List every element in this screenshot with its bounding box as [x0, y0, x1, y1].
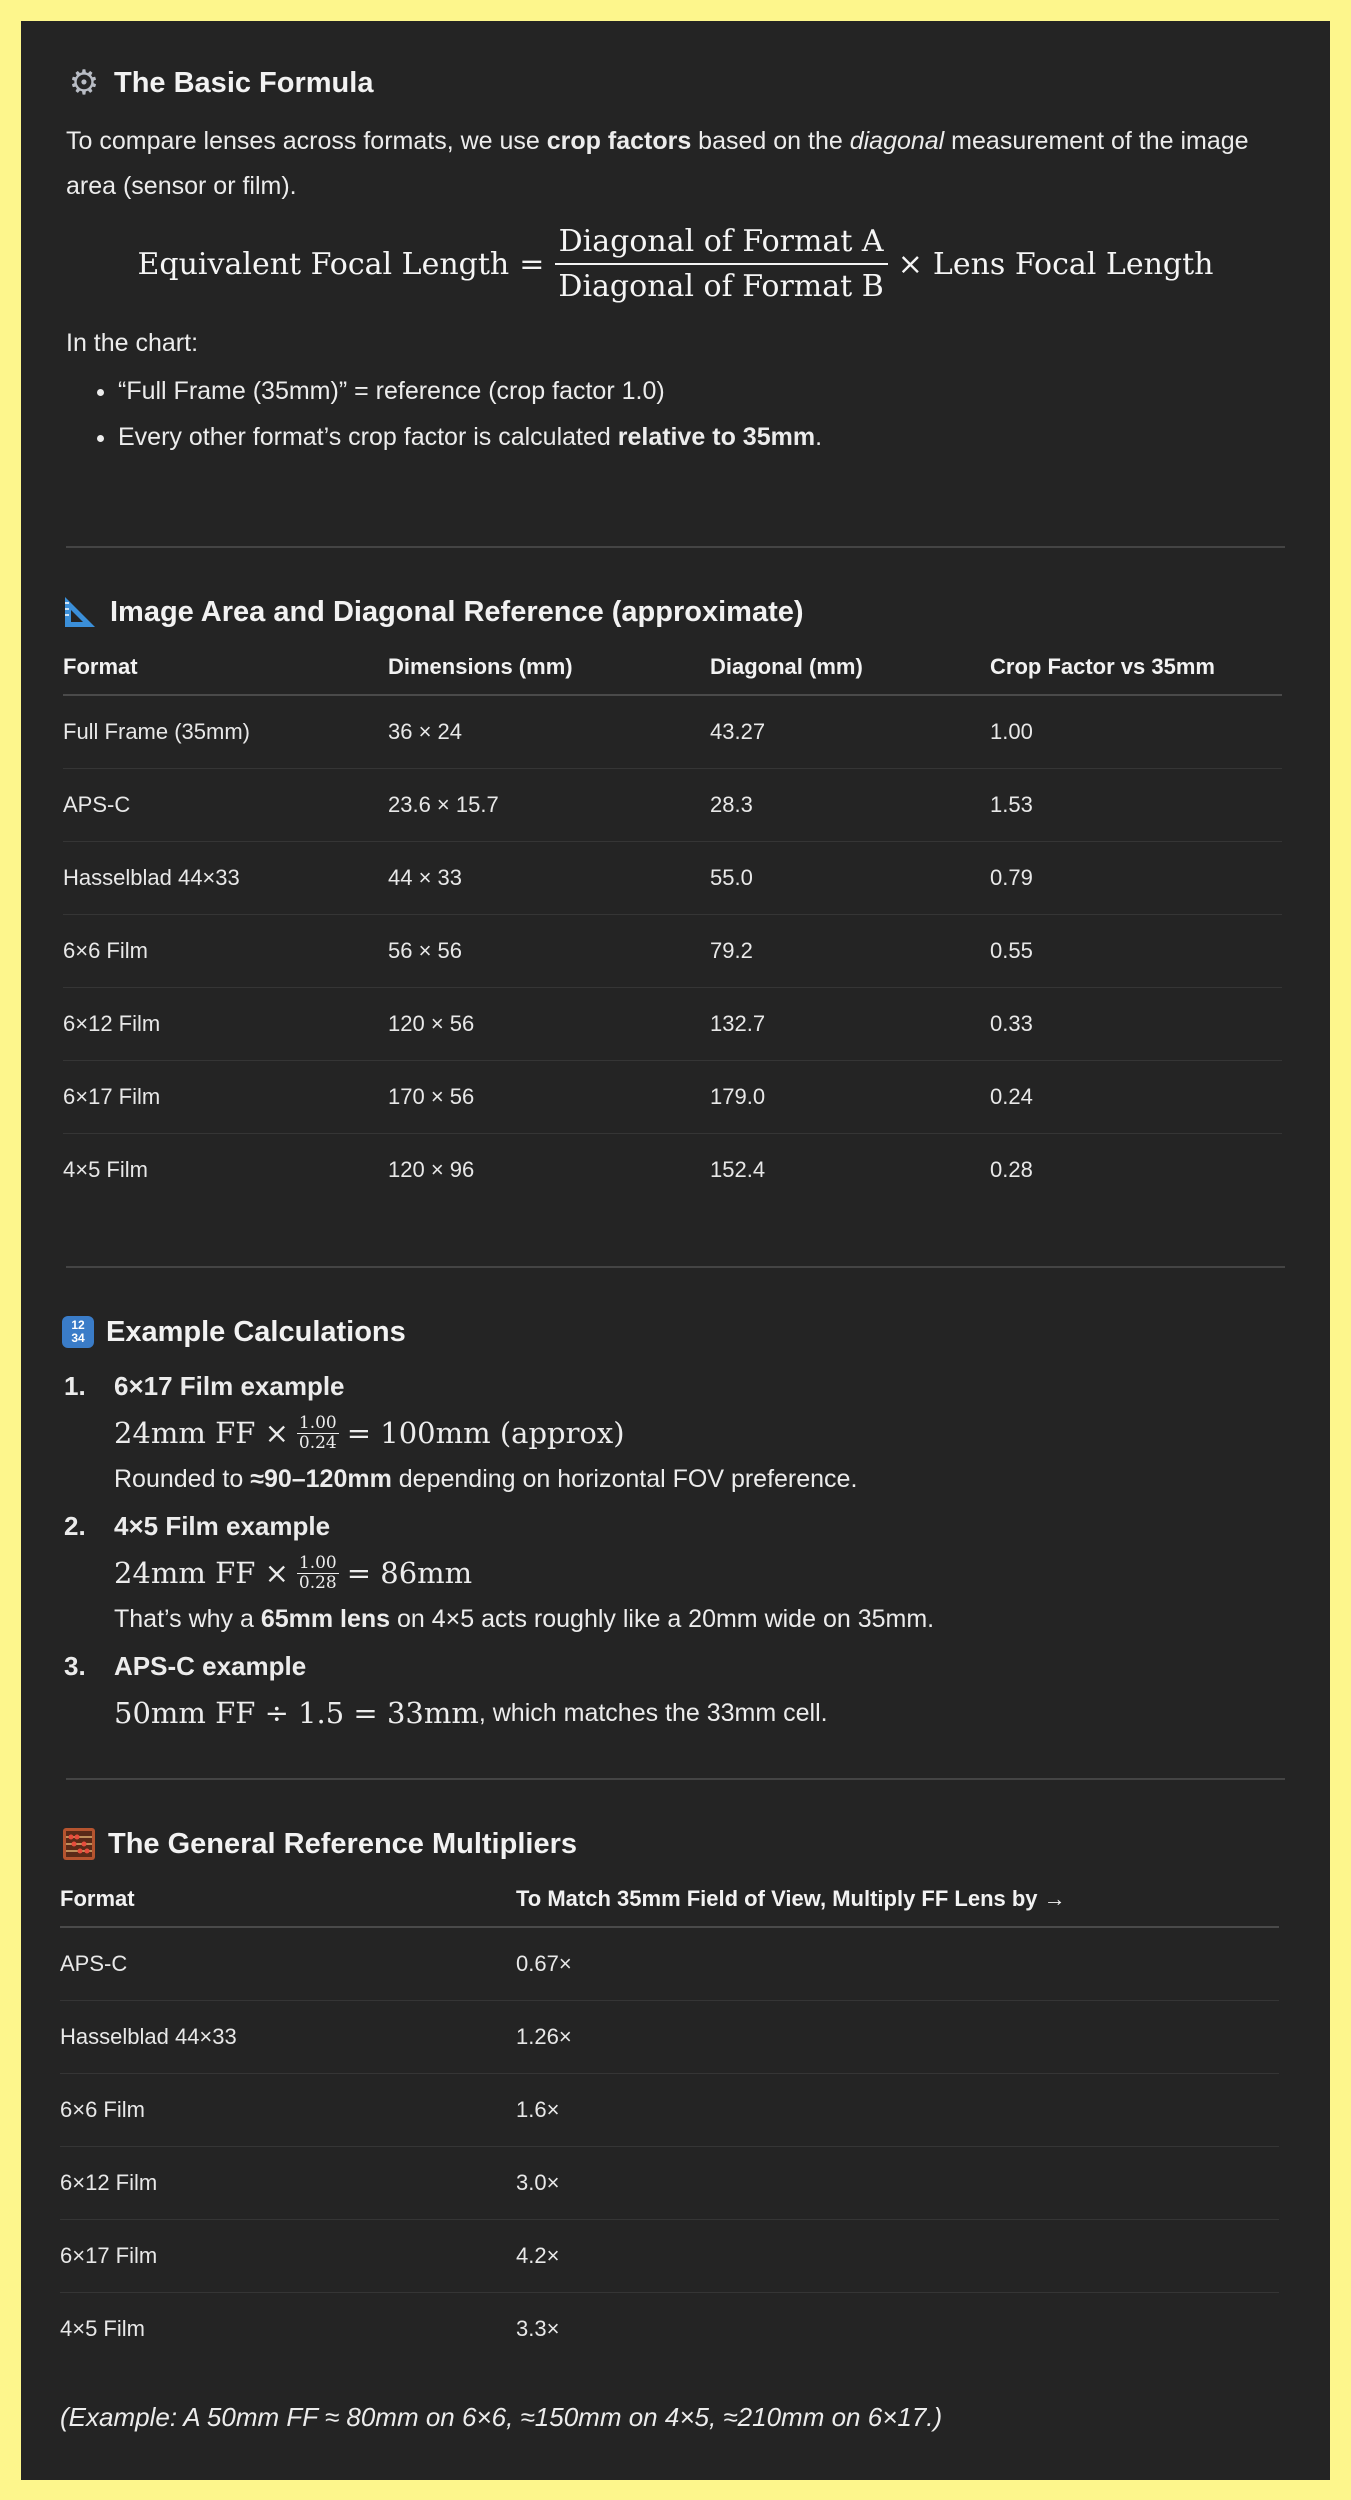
math-fraction	[297, 1414, 339, 1453]
section-heading-image-area	[62, 590, 1285, 634]
note-bold: 65mm lens	[260, 1605, 391, 1633]
table-row	[63, 988, 1282, 1061]
table-row	[63, 695, 1282, 769]
math-suffix: , which matches the 33mm cell.	[478, 1699, 828, 1727]
column-header: Dimensions (mm)	[388, 640, 710, 695]
table-cell: 0.67×	[516, 1927, 1279, 2001]
bullet-bold: relative to 35mm	[617, 423, 816, 451]
table-cell: 3.0×	[516, 2147, 1279, 2220]
column-header: Crop Factor vs 35mm	[990, 640, 1282, 695]
intro-italic: diagonal	[849, 127, 945, 155]
example-note	[114, 1598, 1285, 1640]
note-bold: ≈90–120mm	[250, 1465, 392, 1493]
reference-bullets	[66, 368, 1285, 460]
column-header: To Match 35mm Field of View, Multiply FF Lens by →	[516, 1872, 1279, 1927]
table-cell: 3.3×	[516, 2316, 560, 2341]
table-cell: 43.27	[710, 695, 990, 769]
multipliers-table	[60, 1872, 1279, 2365]
table-cell: 120 × 56	[388, 988, 710, 1061]
math-term: 24mm FF ×	[114, 1416, 289, 1450]
section-heading-basic-formula	[66, 61, 1285, 105]
intro-bold: crop factors	[546, 127, 692, 155]
table-cell: APS-C	[60, 1927, 516, 2001]
list-item	[64, 1504, 1285, 1640]
table-row	[63, 1134, 1282, 1207]
bullet-text: Every other format’s crop factor is calculated	[118, 423, 618, 451]
table-row	[60, 2074, 1279, 2147]
table-row	[60, 2147, 1279, 2220]
table-cell: 44 × 33	[388, 842, 710, 915]
table-cell: 4×5 Film	[60, 2316, 145, 2341]
table-cell: 23.6 × 15.7	[388, 769, 710, 842]
list-item	[64, 1644, 1285, 1738]
example-list	[64, 1364, 1285, 1738]
list-item: • “Full Frame (35mm)” = reference (crop factor 1.0)	[118, 368, 1285, 414]
table-header-row	[60, 1872, 1279, 1927]
table-cell: 4.2×	[516, 2220, 1279, 2293]
table-cell: 6×6 Film	[60, 2074, 516, 2147]
table-cell: Full Frame (35mm)	[63, 695, 388, 769]
table-cell: 79.2	[710, 915, 990, 988]
abacus-icon	[62, 1827, 96, 1861]
content-panel	[21, 21, 1330, 2480]
list-number: 1.	[64, 1371, 86, 1401]
section-heading-multipliers	[62, 1822, 1285, 1866]
table-cell: 36 × 24	[388, 695, 710, 769]
formula-denominator: Diagonal of Format B	[558, 269, 884, 304]
math-term: 24mm FF ×	[114, 1556, 289, 1590]
column-header: Format	[63, 640, 388, 695]
table-cell: 0.79	[990, 842, 1282, 915]
table-cell: Hasselblad 44×33	[63, 842, 388, 915]
table-cell: Hasselblad 44×33	[60, 2001, 516, 2074]
list-number: 3.	[64, 1651, 86, 1681]
example-title: 4×5 Film example	[114, 1511, 331, 1541]
formula-numerator: Diagonal of Format A	[555, 224, 888, 265]
fraction-numerator: 1.00	[298, 1412, 337, 1433]
table-row	[63, 769, 1282, 842]
table-cell: 6×12 Film	[60, 2147, 516, 2220]
list-item	[64, 1364, 1285, 1500]
column-header: Diagonal (mm)	[710, 640, 990, 695]
closing-example: (Example: A 50mm FF ≈ 80mm on 6×6, ≈150mm on 4×5, ≈210mm on 6×17.)	[60, 2402, 943, 2432]
bullet-text-end: .	[815, 423, 823, 451]
formula-lhs: Equivalent Focal Length	[137, 246, 510, 282]
table-cell: 120 × 96	[388, 1157, 475, 1182]
section-title: The Basic Formula	[114, 66, 374, 99]
section-title: Example Calculations	[106, 1315, 406, 1348]
table-row	[60, 2001, 1279, 2074]
divider	[66, 1778, 1285, 1780]
table-row	[63, 842, 1282, 915]
chart-intro: In the chart:	[66, 329, 199, 357]
column-header: Format	[60, 1872, 516, 1927]
table-cell: 170 × 56	[388, 1061, 710, 1134]
note-text-end: depending on horizontal FOV preference.	[391, 1465, 858, 1493]
section-heading-examples	[62, 1310, 1285, 1354]
math-result: = 86mm	[346, 1556, 473, 1590]
fraction-numerator: 1.00	[298, 1552, 337, 1573]
example-title: 6×17 Film example	[114, 1371, 345, 1401]
table-row	[63, 1061, 1282, 1134]
example-note	[114, 1458, 1285, 1500]
table-cell: APS-C	[63, 769, 388, 842]
section-title: The General Reference Multipliers	[108, 1827, 577, 1860]
formula-equals: =	[519, 246, 545, 282]
table-header-row	[63, 640, 1282, 695]
table-cell: 55.0	[710, 842, 990, 915]
diagonal-reference-table	[63, 640, 1282, 1206]
example-math	[114, 1688, 1285, 1738]
table-cell: 0.33	[990, 988, 1282, 1061]
table-cell: 1.6×	[516, 2074, 1279, 2147]
table-cell: 152.4	[710, 1157, 766, 1182]
intro-text-1: To compare lenses across formats, we use	[66, 127, 547, 155]
list-number: 2.	[64, 1511, 86, 1541]
table-cell: 179.0	[710, 1061, 990, 1134]
table-cell: 6×12 Film	[63, 988, 388, 1061]
table-row	[60, 2293, 1279, 2366]
gear-icon: ⚙	[68, 64, 100, 102]
triangular-ruler-icon	[62, 594, 98, 630]
math-fraction	[297, 1554, 339, 1593]
equivalent-focal-length-formula	[66, 209, 1285, 319]
example-math	[114, 1548, 1285, 1598]
section-title: Image Area and Diagonal Reference (approximate)	[110, 595, 804, 628]
note-text: That’s why a	[114, 1605, 261, 1633]
table-cell: 6×6 Film	[63, 915, 388, 988]
list-item	[118, 414, 1285, 460]
formula-times: ×	[897, 246, 923, 282]
intro-text-2: based on the	[691, 127, 850, 155]
table-cell: 28.3	[710, 769, 990, 842]
divider	[66, 546, 1285, 548]
formula-rhs: Lens Focal Length	[932, 246, 1214, 282]
table-row	[60, 2220, 1279, 2293]
note-text: Rounded to	[114, 1465, 251, 1493]
intro-text-3: measurement of the image area (sensor or film).	[66, 127, 1249, 200]
fraction-denominator: 0.28	[298, 1572, 337, 1593]
example-title: APS-C example	[114, 1651, 307, 1681]
table-cell: 4×5 Film	[63, 1157, 148, 1182]
example-math	[114, 1408, 1285, 1458]
divider	[66, 1266, 1285, 1268]
math-result: = 100mm (approx)	[346, 1416, 625, 1450]
formula-fraction	[554, 224, 887, 304]
note-text-end: on 4×5 acts roughly like a 20mm wide on 35mm.	[390, 1605, 935, 1633]
table-cell: 0.55	[990, 915, 1282, 988]
table-cell: 0.28	[990, 1157, 1033, 1182]
table-cell: 1.00	[990, 695, 1282, 769]
table-cell: 6×17 Film	[60, 2220, 516, 2293]
table-cell: 0.24	[990, 1061, 1282, 1134]
table-cell: 6×17 Film	[63, 1061, 388, 1134]
table-cell: 1.26×	[516, 2001, 1279, 2074]
fraction-denominator: 0.24	[298, 1432, 337, 1453]
table-row	[63, 915, 1282, 988]
intro-paragraph	[66, 119, 1285, 209]
table-row	[60, 1927, 1279, 2001]
table-cell: 1.53	[990, 769, 1282, 842]
table-cell: 132.7	[710, 988, 990, 1061]
math-term: 50mm FF ÷ 1.5 = 33mm	[114, 1696, 479, 1730]
table-cell: 56 × 56	[388, 915, 710, 988]
input-numbers-icon: 12 34	[62, 1316, 94, 1348]
